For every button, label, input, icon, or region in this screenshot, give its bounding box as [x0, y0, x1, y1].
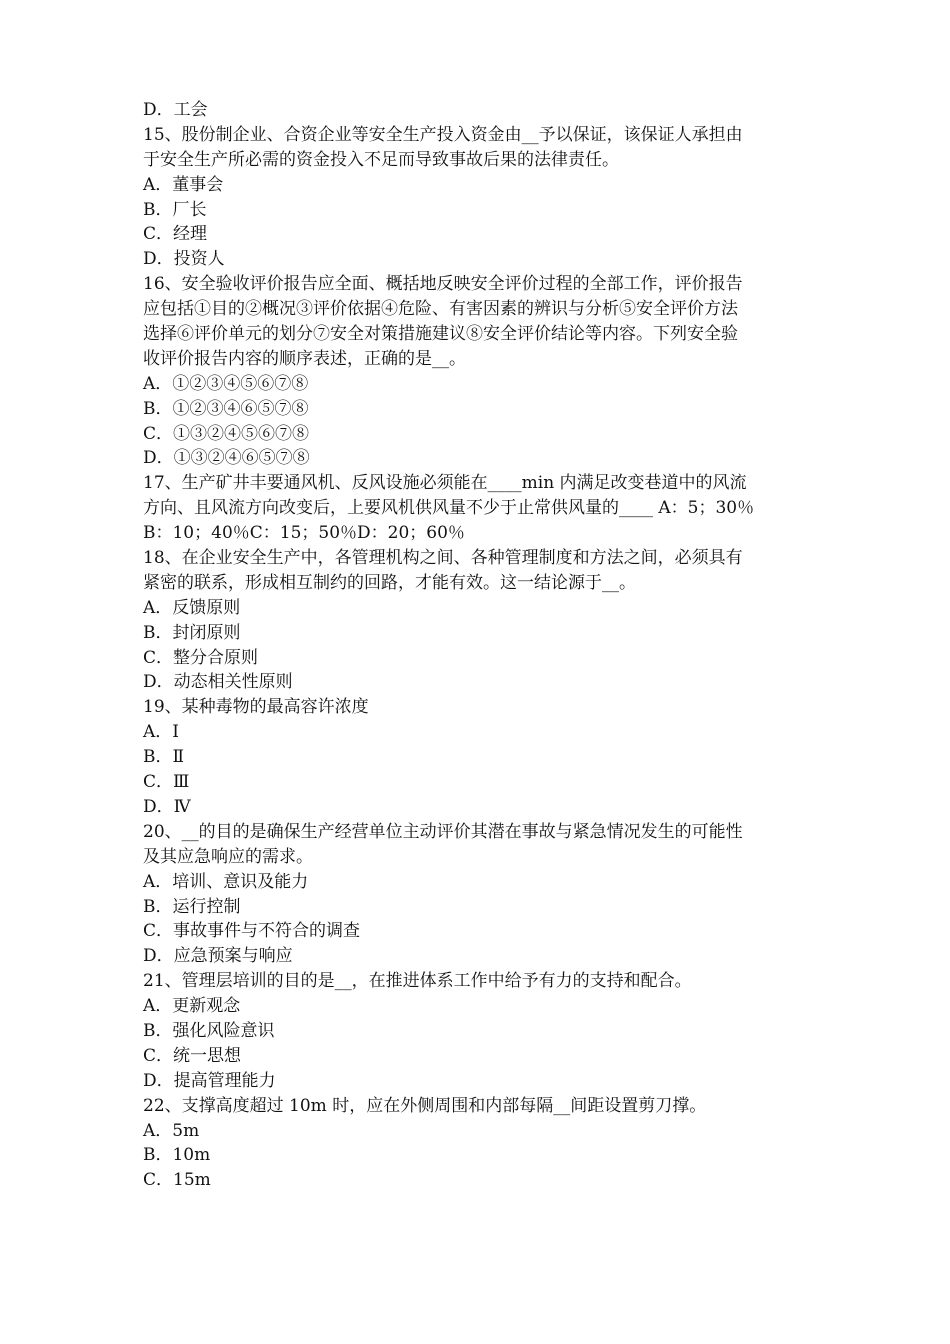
option-line: A．董事会 — [143, 174, 224, 195]
option-line: B．10m — [143, 1145, 211, 1166]
option-line: C．经理 — [143, 224, 208, 245]
text-line: 应包括①目的②概况③评价依据④危险、有害因素的辨识与分析⑤安全评价方法 — [143, 299, 738, 320]
option-line: D．投资人 — [143, 249, 225, 270]
option-line: C．Ⅲ — [143, 772, 190, 793]
text-line: 及其应急响应的需求。 — [143, 846, 313, 867]
option-line: A．①②③④⑤⑥⑦⑧ — [143, 373, 309, 394]
question-16-line: 16、安全验收评价报告应全面、概括地反映安全评价过程的全部工作，评价报告 — [143, 274, 743, 295]
option-line: D．应急预案与响应 — [143, 946, 293, 967]
option-line: C．①③②④⑤⑥⑦⑧ — [143, 423, 310, 444]
option-line: A．Ⅰ — [143, 722, 179, 743]
question-15-line: 15、股份制企业、合资企业等安全生产投入资金由__予以保证，该保证人承担由 — [143, 124, 743, 145]
option-line: D．Ⅳ — [143, 796, 191, 817]
question-17-line: 17、生产矿井丰要通风机、反风设施必须能在____min 内满足改变巷道中的风流 — [143, 473, 747, 494]
text-line: 选择⑥评价单元的划分⑦安全对策措施建议⑧安全评价结论等内容。下列安全验 — [143, 324, 738, 345]
question-19-line: 19、某种毒物的最高容许浓度 — [143, 697, 369, 718]
option-line: C．统一思想 — [143, 1045, 242, 1066]
option-line: D．提高管理能力 — [143, 1070, 276, 1091]
text-line: D．工会 — [143, 100, 208, 120]
text-line: B：10；40％C：15；50％D：20；60％ — [143, 523, 465, 544]
option-line: C．事故事件与不符合的调查 — [143, 921, 361, 942]
option-line: B．运行控制 — [143, 896, 241, 917]
text-line: 于安全生产所必需的资金投入不足而导致事故后果的法律责任。 — [143, 149, 619, 170]
question-22-line: 22、支撑高度超过 10m 时，应在外侧周围和内部每隔__间距设置剪刀撑。 — [143, 1095, 707, 1116]
option-line: B．厂长 — [143, 199, 207, 220]
question-21-line: 21、管理层培训的目的是__，在推进体系工作中给予有力的支持和配合。 — [143, 971, 692, 992]
option-line: A．5m — [143, 1120, 200, 1141]
option-line: D．①③②④⑥⑤⑦⑧ — [143, 448, 310, 469]
option-line: A．反馈原则 — [143, 597, 241, 618]
option-line: B．Ⅱ — [143, 747, 185, 768]
text-line: 方向、且风流方向改变后，上要风机供风量不少于止常供风量的____ A：5；30％ — [143, 498, 755, 519]
text-line: 收评价报告内容的顺序表述，正确的是__。 — [143, 348, 466, 369]
option-line: B．强化风险意识 — [143, 1020, 275, 1041]
option-line: A．培训、意识及能力 — [143, 871, 309, 892]
option-line: C．整分合原则 — [143, 647, 259, 668]
question-18-line: 18、在企业安全生产中，各管理机构之间、各种管理制度和方法之间，必须具有 — [143, 548, 743, 569]
option-line: B．①②③④⑥⑤⑦⑧ — [143, 398, 309, 419]
option-line: B．封闭原则 — [143, 622, 241, 643]
option-line: D．动态相关性原则 — [143, 672, 293, 693]
document-page — [143, 98, 823, 1193]
option-line: C．15m — [143, 1170, 211, 1191]
question-20-line: 20、__的目的是确保生产经营单位主动评价其潜在事故与紧急情况发生的可能性 — [143, 821, 743, 842]
option-line: A．更新观念 — [143, 996, 241, 1017]
text-line: 紧密的联系，形成相互制约的回路，才能有效。这一结论源于__。 — [143, 572, 636, 593]
